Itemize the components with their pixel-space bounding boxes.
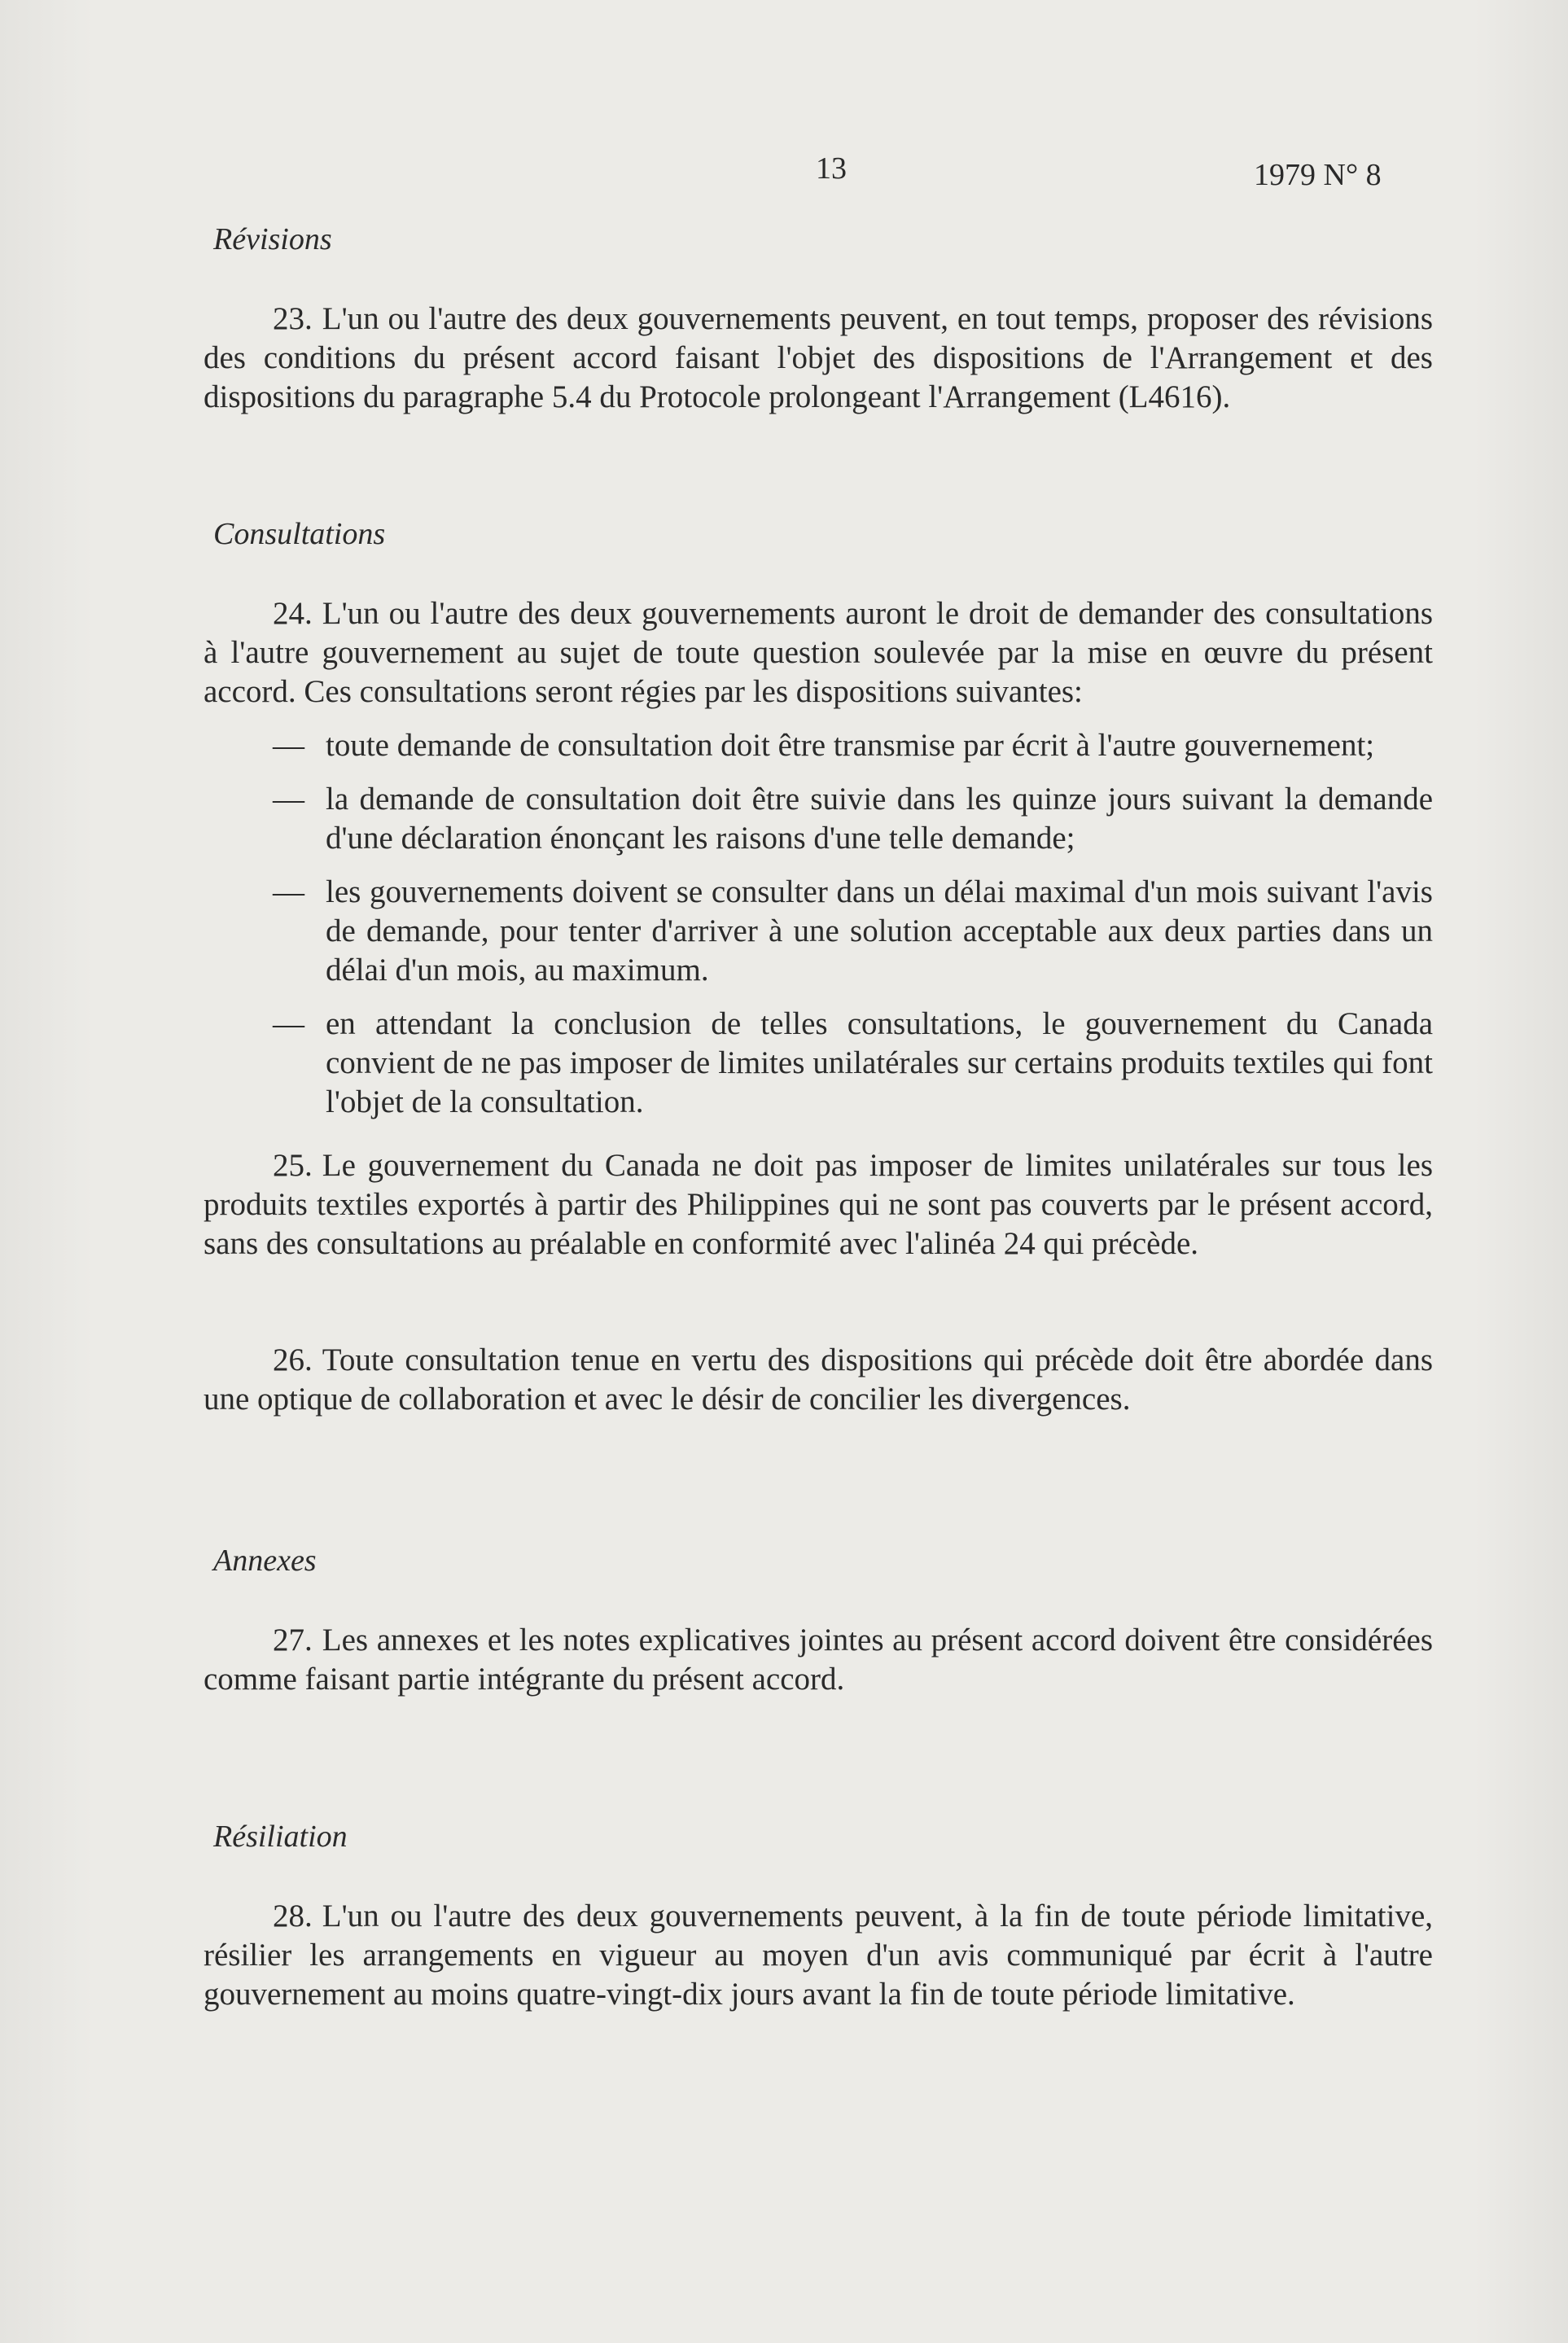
paragraph-text: Toute consultation tenue en vertu des dispositions qui précède doit être abordée dans une optique de collaboration et avec le désir de concilier les divergences. — [204, 1342, 1433, 1417]
paragraph-23 — [204, 300, 1433, 417]
paragraph-text: L'un ou l'autre des deux gouvernements peuvent, à la fin de toute période limitative, résilier les arrangements en vigueur au moyen d'un avis communiqué par écrit à l'autre gouvernement au moins quatre-vingt-dix jours avant la fin de toute période limitative. — [204, 1898, 1433, 2012]
document-body — [204, 220, 1433, 2014]
list-item: — les gouvernements doivent se consulter dans un délai maximal d'un mois suivant l'avis de demande, pour tenter d'arriver à une solution acceptable aux deux parties dans un délai d'un mois, au maximum. — [204, 873, 1433, 990]
paragraph-number: 28. — [273, 1898, 313, 1934]
section-resiliation — [204, 1817, 1433, 2014]
provisions-list — [204, 726, 1433, 1122]
paragraph-24 — [204, 594, 1433, 712]
list-item: — toute demande de consultation doit être transmise par écrit à l'autre gouvernement; — [204, 726, 1433, 765]
paragraph-text: L'un ou l'autre des deux gouvernements peuvent, en tout temps, proposer des révisions des conditions du présent accord faisant l'objet des dispositions de l'Arrangement et des dispositions du paragraphe 5.4 du Protocole prolongeant l'Arrangement (L4616). — [204, 301, 1433, 414]
paragraph-text: L'un ou l'autre des deux gouvernements auront le droit de demander des consultations à l'autre gouvernement au sujet de toute question soulevée par la mise en œuvre du présent accord. Ces consultations seront régies par les dispositions suivantes: — [204, 596, 1433, 709]
section-heading: Annexes — [213, 1544, 317, 1578]
paragraph-number: 23. — [273, 301, 313, 336]
paragraph-number: 24. — [273, 596, 313, 631]
paragraph-25 — [204, 1146, 1433, 1263]
section-heading: Révisions — [213, 222, 332, 256]
section-heading: Résiliation — [213, 1820, 348, 1854]
paragraph-text: Le gouvernement du Canada ne doit pas imposer de limites unilatérales sur tous les produits textiles exportés à partir des Philippines qui ne sont pas couverts par le présent accord, sans des consultations au préalable en conformité avec l'alinéa 24 qui précède. — [204, 1148, 1433, 1261]
list-item: — la demande de consultation doit être suivie dans les quinze jours suivant la demande d'une déclaration énonçant les raisons d'une telle demande; — [204, 780, 1433, 858]
list-item: — en attendant la conclusion de telles consultations, le gouvernement du Canada convient de ne pas imposer de limites unilatérales sur certains produits textiles qui font l'objet de la consultation. — [204, 1005, 1433, 1122]
paragraph-28 — [204, 1897, 1433, 2014]
section-annexes — [204, 1541, 1433, 1699]
section-consultations — [204, 515, 1433, 1419]
paragraph-text: Les annexes et les notes explicatives jointes au présent accord doivent être considérées comme faisant partie intégrante du présent accord. — [204, 1623, 1433, 1697]
paragraph-number: 27. — [273, 1623, 313, 1658]
paragraph-27 — [204, 1621, 1433, 1699]
section-heading: Consultations — [213, 517, 386, 551]
paragraph-26 — [204, 1341, 1433, 1419]
paragraph-number: 26. — [273, 1342, 313, 1377]
issue-reference: 1979 N° 8 — [1254, 158, 1382, 192]
page-number: 13 — [816, 151, 847, 186]
paragraph-number: 25. — [273, 1148, 313, 1183]
page-header — [0, 151, 1568, 191]
section-revisions — [204, 220, 1433, 417]
